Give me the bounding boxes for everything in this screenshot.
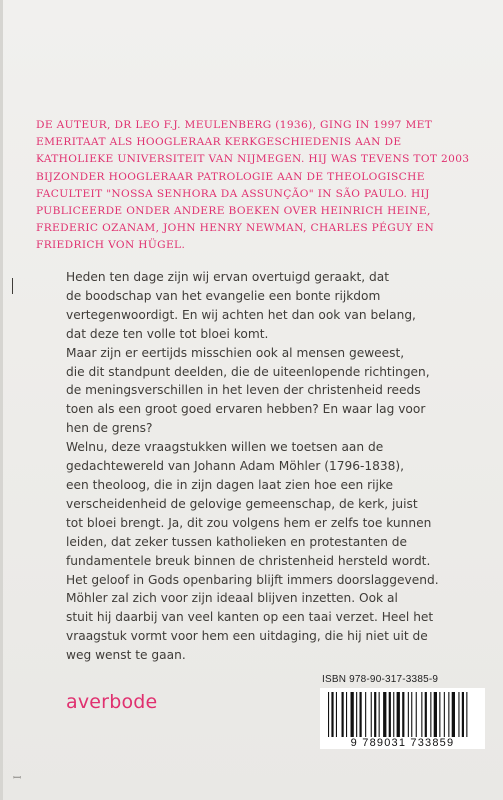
- blurb-line: toen als een groot goed ervaren hebben? En waar lag voor: [66, 402, 426, 417]
- blurb-line: Welnu, deze vraagstukken willen we toetsen aan de: [66, 440, 384, 455]
- barcode-digits: 9 789031 733859: [320, 737, 485, 749]
- blurb-line: weg wenst te gaan.: [66, 648, 186, 663]
- blurb-line: tot bloei brengt. Ja, dit zou volgens hem er zelfs toe kunnen: [66, 515, 432, 530]
- blurb: [66, 268, 486, 665]
- blurb-line: vraagstuk vormt voor hem een uitdaging, die hij niet uit de: [66, 629, 428, 644]
- blurb-line: dat deze ten volle tot bloei komt.: [66, 326, 269, 341]
- blurb-line: Heden ten dage zijn wij ervan overtuigd geraakt, dat: [66, 270, 390, 284]
- publisher-logo: averbode: [66, 691, 158, 713]
- pencil-mark: ꟷ: [13, 773, 22, 784]
- blurb-line: stuit hij daarbij van veel kanten op een taai verzet. Heel het: [66, 610, 434, 625]
- cover-edge: [0, 0, 3, 800]
- blurb-line: vertegenwoordigt. En wij achten het dan ook van belang,: [66, 307, 416, 322]
- blurb-line: leiden, dat zeker tussen katholieken en protestanten de: [66, 534, 408, 549]
- blurb-line: fundamentele breuk binnen de christenheid hersteld wordt.: [66, 553, 431, 568]
- blurb-line: Maar zijn er eertijds misschien ook al mensen geweest,: [66, 345, 405, 360]
- barcode-bars: [320, 688, 485, 738]
- blurb-line: Het geloof in Gods openbaring blijft immers doorslaggevend.: [66, 572, 439, 587]
- blurb-line: een theoloog, die in zijn dagen laat zien hoe een rijke: [66, 477, 394, 492]
- blurb-line: de meningsverschillen in het leven der christenheid reeds: [66, 383, 421, 398]
- author-bio: DE AUTEUR, DR LEO F.J. MEULENBERG (1936), GING IN 1997 MET EMERITAAT ALS HOOGLERAAR KERKGESCHIEDENIS AAN DE KATHOLIEKE UNIVERSITEIT VAN NIJMEGEN. HIJ WAS TEVENS TOT 2003 BIJZONDER HOOGLERAAR PATROLOGIE AAN DE THEOLOGISCHE FACULTEIT "NOSSA SENHORA DA ASSUNÇÃO" IN SÃO PAULO. HIJ PUBLICEERDE ONDER ANDERE BOEKEN OVER HEINRICH HEINE, FREDERIC OZANAM, JOHN HENRY NEWMAN, CHARLES PÉGUY EN FRIEDRICH VON HÜGEL.: [36, 119, 470, 252]
- blurb-line: verscheidenheid de gelovige gemeenschap, de kerk, juist: [66, 496, 418, 511]
- margin-mark: [12, 278, 13, 294]
- blurb-line: gedachtewereld van Johann Adam Möhler (1796-1838),: [66, 459, 405, 474]
- blurb-line: Möhler zal zich voor zijn ideaal blijven inzetten. Ook al: [66, 591, 398, 606]
- blurb-line: de boodschap van het evangelie een bonte rijkdom: [66, 288, 381, 303]
- blurb-line: hen de grens?: [66, 421, 153, 436]
- blurb-line: die dit standpunt deelden, die de uiteenlopende richtingen,: [66, 364, 430, 379]
- isbn-label: ISBN 978-90-317-3385-9: [322, 674, 439, 685]
